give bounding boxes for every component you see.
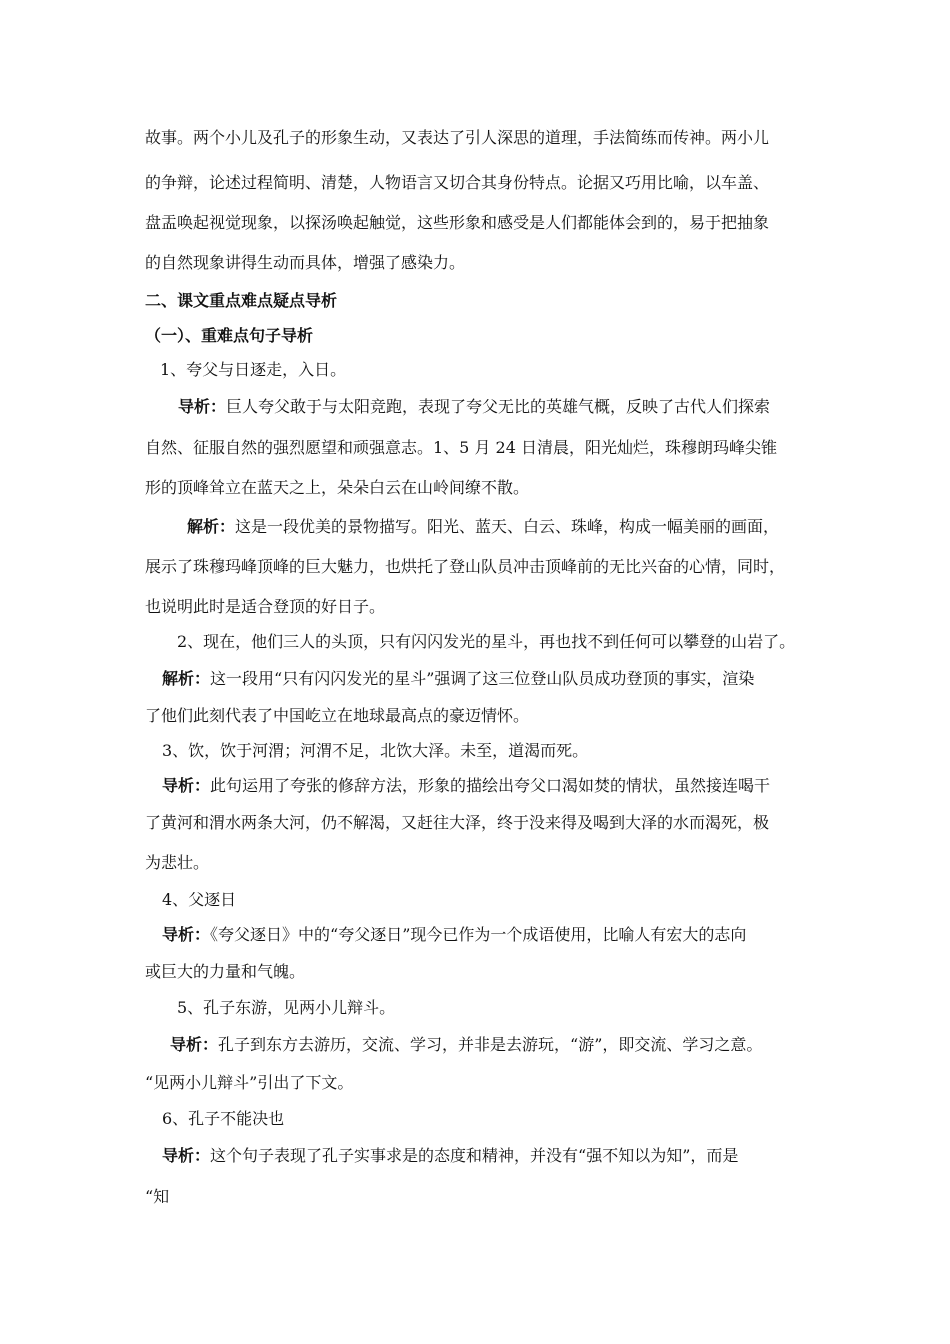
subsection-heading: （一）、重难点句子导析 — [145, 326, 314, 345]
analysis-label: 解析： — [187, 517, 236, 536]
item-5-text — [170, 1035, 762, 1055]
analysis-label: 导析： — [162, 1146, 211, 1165]
intro-line-1: 故事。两个小儿及孔子的形象生动，又表达了引人深思的道理，手法简练而传神。两小儿 — [145, 128, 770, 147]
analysis-text: 孔子到东方去游历，交流、学习，并非是去游玩，“游”，即交流、学习之意。 — [218, 1035, 763, 1054]
analysis-label: 导析： — [162, 925, 211, 944]
analysis-label: 解析： — [162, 669, 211, 688]
item-3-line-2: 了黄河和渭水两条大河，仍不解渴，又赶往大泽，终于没来得及喝到大泽的水而渴死，极 — [145, 813, 770, 832]
item-4-text — [162, 925, 746, 945]
intro-line-3: 盘盂唤起视觉现象，以探汤唤起触觉，这些形象和感受是人们都能体会到的，易于把抽象 — [145, 213, 770, 232]
item-1b-text — [187, 517, 779, 537]
analysis-label: 导析： — [170, 1035, 219, 1054]
item-3-text — [162, 776, 770, 796]
item-1-line-2: 自然、征服自然的强烈愿望和顽强意志。1、5 月 24 日清晨，阳光灿烂，珠穆朗玛峰尖锥 — [145, 438, 777, 457]
item-1-title: 1、夸父与日逐走，入日。 — [160, 360, 347, 379]
item-2-title: 2、现在，他们三人的头顶，只有闪闪发光的星斗，再也找不到任何可以攀登的山岩了。 — [177, 632, 796, 651]
intro-line-4: 的自然现象讲得生动而具体，增强了感染力。 — [145, 253, 466, 272]
analysis-text: 这是一段优美的景物描写。阳光、蓝天、白云、珠峰，构成一幅美丽的画面， — [235, 517, 780, 536]
analysis-text: 这一段用“只有闪闪发光的星斗”强调了这三位登山队员成功登顶的事实，渲染 — [210, 669, 755, 688]
item-1b-line-3: 也说明此时是适合登顶的好日子。 — [145, 597, 386, 616]
item-1-text — [178, 397, 770, 417]
intro-line-2: 的争辩，论述过程简明、清楚，人物语言又切合其身份特点。论据又巧用比喻，以车盖、 — [145, 173, 770, 192]
item-2-line-2: 了他们此刻代表了中国屹立在地球最高点的豪迈情怀。 — [145, 706, 530, 725]
item-4-title: 4、父逐日 — [162, 890, 237, 909]
analysis-label: 导析： — [178, 397, 227, 416]
item-6-text — [162, 1146, 738, 1166]
analysis-text: 《夸父逐日》中的“夸父逐日”现今已作为一个成语使用，比喻人有宏大的志向 — [210, 925, 747, 944]
analysis-text: 此句运用了夸张的修辞方法，形象的描绘出夸父口渴如焚的情状，虽然接连喝干 — [210, 776, 771, 795]
item-2-text — [162, 669, 754, 689]
item-5-line-2: “见两小儿辩斗”引出了下文。 — [145, 1073, 354, 1092]
item-1b-line-2: 展示了珠穆玛峰顶峰的巨大魅力，也烘托了登山队员冲击顶峰前的无比兴奋的心情，同时， — [145, 557, 786, 576]
item-5-title: 5、孔子东游，见两小儿辩斗。 — [177, 998, 396, 1017]
section-heading: 二、课文重点难点疑点导析 — [145, 291, 338, 310]
item-6-line-2: “知 — [145, 1187, 170, 1206]
item-4-line-2: 或巨大的力量和气魄。 — [145, 962, 306, 981]
item-6-title: 6、孔子不能决也 — [162, 1109, 285, 1128]
item-3-title: 3、饮，饮于河渭；河渭不足，北饮大泽。未至，道渴而死。 — [162, 741, 589, 760]
analysis-text: 这个句子表现了孔子实事求是的态度和精神，并没有“强不知以为知”，而是 — [210, 1146, 739, 1165]
item-3-line-3: 为悲壮。 — [145, 853, 210, 872]
analysis-text: 巨人夸父敢于与太阳竞跑，表现了夸父无比的英雄气概，反映了古代人们探索 — [226, 397, 771, 416]
item-1-line-3: 形的顶峰耸立在蓝天之上，朵朵白云在山岭间缭不散。 — [145, 478, 530, 497]
analysis-label: 导析： — [162, 776, 211, 795]
